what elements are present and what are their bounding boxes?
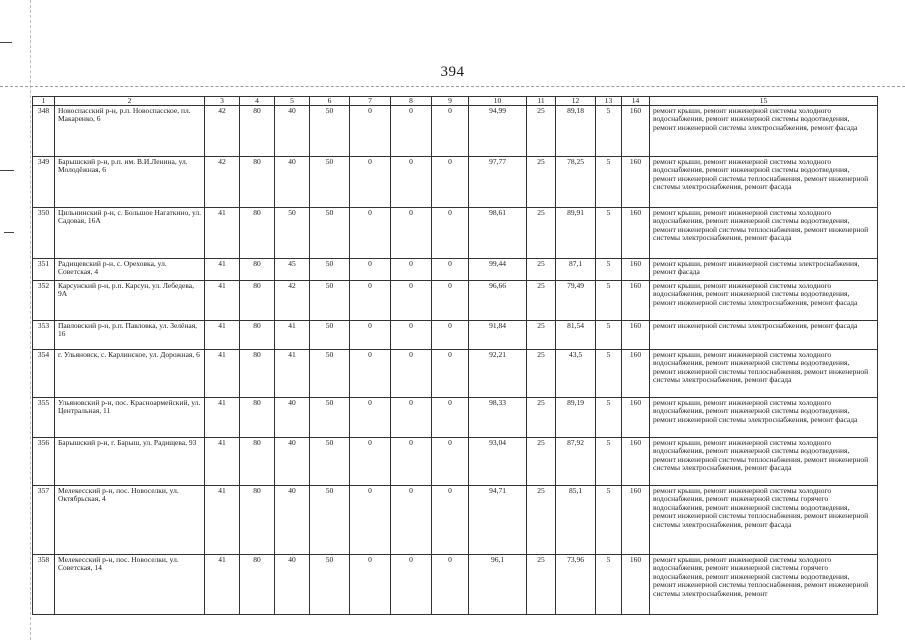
column-header-7: 7 [350,97,391,106]
col-10-cell: 94,99 [469,106,527,157]
col-7-cell: 0 [350,208,391,259]
row-number-cell: 352 [33,281,55,321]
address-cell: Радищевский р-н, с. Ореховка, ул. Советская, 4 [55,259,205,281]
col-11-cell: 25 [527,555,556,615]
col-11-cell: 25 [527,106,556,157]
col-10-cell: 92,21 [469,350,527,398]
col-8-cell: 0 [391,350,432,398]
col-7-cell: 0 [350,438,391,486]
col-13-cell: 5 [596,106,622,157]
table-row [33,555,878,615]
col-14-cell: 160 [622,259,650,281]
col-14-cell: 160 [622,398,650,438]
col-13-cell: 5 [596,259,622,281]
col-14-cell: 160 [622,438,650,486]
col-8-cell: 0 [391,106,432,157]
address-cell: Новоспасский р-н, р.п. Новоспасское, пл. Макаренко, 6 [55,106,205,157]
column-header-2: 2 [55,97,205,106]
col-9-cell: 0 [432,157,469,208]
col-9-cell: 0 [432,438,469,486]
col-7-cell: 0 [350,486,391,555]
works-list-cell: ремонт крыши, ремонт инженерной системы холодного водоснабжения, ремонт инженерной системы горячего водоснабжения, ремонт инженерной системы водоотведения, ремонт инженерной системы теплоснабжения, ремонт инженерной системы электроснабжения, ремонт фасада [650,486,878,555]
col-13-cell: 5 [596,398,622,438]
col-7-cell: 0 [350,259,391,281]
col-11-cell: 25 [527,486,556,555]
col-14-cell: 160 [622,157,650,208]
column-header-13: 13 [596,97,622,106]
works-list-cell: ремонт инженерной системы электроснабжения, ремонт фасада [650,321,878,350]
table-row [33,350,878,398]
col-12-cell: 73,96 [556,555,596,615]
table-row [33,321,878,350]
column-header-15: 15 [650,97,878,106]
col-7-cell: 0 [350,555,391,615]
table-row [33,259,878,281]
col-8-cell: 0 [391,281,432,321]
header-row [33,97,878,106]
col-4-cell: 80 [240,438,275,486]
col-14-cell: 160 [622,321,650,350]
address-cell: Карсунский р-н, р.п. Карсун, ул. Лебедева, 9А [55,281,205,321]
col-10-cell: 98,61 [469,208,527,259]
table-body [33,106,878,615]
col-3-cell: 41 [205,398,240,438]
works-list-cell: ремонт крыши, ремонт инженерной системы холодного водоснабжения, ремонт инженерной системы водоотведения, ремонт инженерной системы электроснабжения, ремонт фасада [650,398,878,438]
col-3-cell: 41 [205,438,240,486]
address-cell: Барышский р-н, р.п. им. В.И.Ленина, ул. Молодёжная, 6 [55,157,205,208]
col-9-cell: 0 [432,321,469,350]
column-header-12: 12 [556,97,596,106]
col-12-cell: 87,1 [556,259,596,281]
col-4-cell: 80 [240,208,275,259]
scan-margin-mark [0,170,14,171]
row-number-cell: 356 [33,438,55,486]
col-8-cell: 0 [391,438,432,486]
works-list-cell: ремонт крыши, ремонт инженерной системы холодного водоснабжения, ремонт инженерной системы водоотведения, ремонт инженерной системы электроснабжения, ремонт фасада [650,281,878,321]
works-list-cell: ремонт крыши, ремонт инженерной системы холодного водоснабжения, ремонт инженерной системы водоотведения, ремонт инженерной системы теплоснабжения, ремонт инженерной системы электроснабжения, ремонт фасада [650,350,878,398]
col-4-cell: 80 [240,157,275,208]
col-5-cell: 41 [275,321,310,350]
table-row [33,486,878,555]
col-12-cell: 85,1 [556,486,596,555]
col-13-cell: 5 [596,321,622,350]
address-cell: Цильнинский р-н, с. Большое Нагаткино, ул. Садовая, 16А [55,208,205,259]
col-7-cell: 0 [350,398,391,438]
col-10-cell: 91,84 [469,321,527,350]
col-6-cell: 50 [310,259,350,281]
col-3-cell: 41 [205,555,240,615]
col-11-cell: 25 [527,321,556,350]
col-6-cell: 50 [310,321,350,350]
column-header-1: 1 [33,97,55,106]
scan-fold-line-horizontal [0,86,905,87]
col-5-cell: 42 [275,281,310,321]
col-9-cell: 0 [432,350,469,398]
col-6-cell: 50 [310,438,350,486]
row-number-cell: 358 [33,555,55,615]
col-8-cell: 0 [391,555,432,615]
col-4-cell: 80 [240,106,275,157]
row-number-cell: 357 [33,486,55,555]
col-14-cell: 160 [622,555,650,615]
col-14-cell: 160 [622,208,650,259]
col-9-cell: 0 [432,555,469,615]
works-list-cell: ремонт крыши, ремонт инженерной системы холодного водоснабжения, ремонт инженерной системы водоотведения, ремонт инженерной системы теплоснабжения, ремонт инженерной системы электроснабжения, ремонт фасада [650,157,878,208]
address-cell: г. Ульяновск, с. Карлинское, ул. Дорожная, 6 [55,350,205,398]
col-8-cell: 0 [391,208,432,259]
col-6-cell: 50 [310,281,350,321]
column-header-4: 4 [240,97,275,106]
col-7-cell: 0 [350,321,391,350]
col-10-cell: 99,44 [469,259,527,281]
column-header-5: 5 [275,97,310,106]
col-13-cell: 5 [596,486,622,555]
row-number-cell: 355 [33,398,55,438]
scan-margin-mark [0,42,12,43]
row-number-cell: 351 [33,259,55,281]
table-row [33,157,878,208]
address-cell: Мелекесский р-н, пос. Новоселки, ул. Октябрьская, 4 [55,486,205,555]
col-7-cell: 0 [350,350,391,398]
col-9-cell: 0 [432,281,469,321]
col-10-cell: 97,77 [469,157,527,208]
col-11-cell: 25 [527,281,556,321]
col-5-cell: 40 [275,157,310,208]
col-4-cell: 80 [240,555,275,615]
col-8-cell: 0 [391,486,432,555]
works-list-cell: ремонт крыши, ремонт инженерной системы холодного водоснабжения, ремонт инженерной системы водоотведения, ремонт инженерной системы теплоснабжения, ремонт инженерной системы электроснабжения, ремонт фасада [650,208,878,259]
col-10-cell: 96,1 [469,555,527,615]
col-3-cell: 41 [205,281,240,321]
col-5-cell: 41 [275,350,310,398]
col-4-cell: 80 [240,259,275,281]
col-9-cell: 0 [432,259,469,281]
column-header-10: 10 [469,97,527,106]
col-3-cell: 41 [205,486,240,555]
row-number-cell: 354 [33,350,55,398]
row-number-cell: 353 [33,321,55,350]
column-header-14: 14 [622,97,650,106]
col-5-cell: 40 [275,398,310,438]
table-row [33,398,878,438]
col-10-cell: 98,33 [469,398,527,438]
col-11-cell: 25 [527,259,556,281]
col-5-cell: 40 [275,486,310,555]
column-header-9: 9 [432,97,469,106]
col-4-cell: 80 [240,281,275,321]
col-12-cell: 89,91 [556,208,596,259]
table-row [33,281,878,321]
col-8-cell: 0 [391,157,432,208]
works-list-cell: ремонт крыши, ремонт инженерной системы холодного водоснабжения, ремонт инженерной системы горячего водоснабжения, ремонт инженерной системы водоотведения, ремонт инженерной системы теплоснабжения, ремонт инженерной системы электроснабжения, ремонт [650,555,878,615]
col-13-cell: 5 [596,350,622,398]
col-9-cell: 0 [432,208,469,259]
col-13-cell: 5 [596,157,622,208]
col-3-cell: 41 [205,321,240,350]
col-7-cell: 0 [350,157,391,208]
col-9-cell: 0 [432,486,469,555]
col-6-cell: 50 [310,486,350,555]
row-number-cell: 348 [33,106,55,157]
col-7-cell: 0 [350,281,391,321]
col-5-cell: 45 [275,259,310,281]
col-14-cell: 160 [622,486,650,555]
works-list-cell: ремонт крыши, ремонт инженерной системы холодного водоснабжения, ремонт инженерной системы водоотведения, ремонт инженерной системы электроснабжения, ремонт фасада [650,106,878,157]
col-5-cell: 50 [275,208,310,259]
address-cell: Мелекесский р-н, пос. Новоселки, ул. Советская, 14 [55,555,205,615]
col-12-cell: 79,49 [556,281,596,321]
col-11-cell: 25 [527,157,556,208]
col-8-cell: 0 [391,259,432,281]
column-header-11: 11 [527,97,556,106]
column-header-6: 6 [310,97,350,106]
col-4-cell: 80 [240,398,275,438]
table-row [33,208,878,259]
page-number: 394 [440,64,465,80]
col-12-cell: 87,92 [556,438,596,486]
col-6-cell: 50 [310,157,350,208]
col-3-cell: 41 [205,208,240,259]
works-list-cell: ремонт крыши, ремонт инженерной системы холодного водоснабжения, ремонт инженерной системы водоотведения, ремонт инженерной системы теплоснабжения, ремонт инженерной системы электроснабжения, ремонт фасада [650,438,878,486]
col-6-cell: 50 [310,398,350,438]
col-4-cell: 80 [240,486,275,555]
col-11-cell: 25 [527,350,556,398]
row-number-cell: 349 [33,157,55,208]
col-3-cell: 42 [205,106,240,157]
col-6-cell: 50 [310,106,350,157]
col-12-cell: 43,5 [556,350,596,398]
col-14-cell: 160 [622,106,650,157]
col-6-cell: 50 [310,350,350,398]
col-8-cell: 0 [391,321,432,350]
col-10-cell: 93,04 [469,438,527,486]
column-header-3: 3 [205,97,240,106]
row-number-cell: 350 [33,208,55,259]
col-6-cell: 50 [310,555,350,615]
col-11-cell: 25 [527,398,556,438]
col-13-cell: 5 [596,208,622,259]
col-9-cell: 0 [432,106,469,157]
repair-register-table [32,96,878,615]
col-3-cell: 41 [205,259,240,281]
col-11-cell: 25 [527,438,556,486]
col-14-cell: 160 [622,350,650,398]
col-5-cell: 40 [275,438,310,486]
col-3-cell: 41 [205,350,240,398]
col-6-cell: 50 [310,208,350,259]
col-12-cell: 81,54 [556,321,596,350]
col-7-cell: 0 [350,106,391,157]
scan-margin-mark [4,232,14,233]
table-row [33,438,878,486]
table-row [33,106,878,157]
col-8-cell: 0 [391,398,432,438]
address-cell: Ульяновский р-н, пос. Красноармейский, ул. Центральная, 11 [55,398,205,438]
address-cell: Павловский р-н, р.п. Павловка, ул. Зелёная, 16 [55,321,205,350]
col-14-cell: 160 [622,281,650,321]
col-12-cell: 89,18 [556,106,596,157]
col-3-cell: 42 [205,157,240,208]
col-12-cell: 89,19 [556,398,596,438]
table-header [33,97,878,106]
col-5-cell: 40 [275,555,310,615]
address-cell: Барышский р-н, г. Барыш, ул. Радищева, 93 [55,438,205,486]
col-10-cell: 96,66 [469,281,527,321]
col-13-cell: 5 [596,555,622,615]
column-header-8: 8 [391,97,432,106]
col-9-cell: 0 [432,398,469,438]
col-5-cell: 40 [275,106,310,157]
col-11-cell: 25 [527,208,556,259]
scan-fold-line-vertical [30,0,31,640]
col-10-cell: 94,71 [469,486,527,555]
col-13-cell: 5 [596,281,622,321]
col-4-cell: 80 [240,321,275,350]
col-4-cell: 80 [240,350,275,398]
works-list-cell: ремонт крыши, ремонт инженерной системы электроснабжения, ремонт фасада [650,259,878,281]
col-12-cell: 78,25 [556,157,596,208]
col-13-cell: 5 [596,438,622,486]
